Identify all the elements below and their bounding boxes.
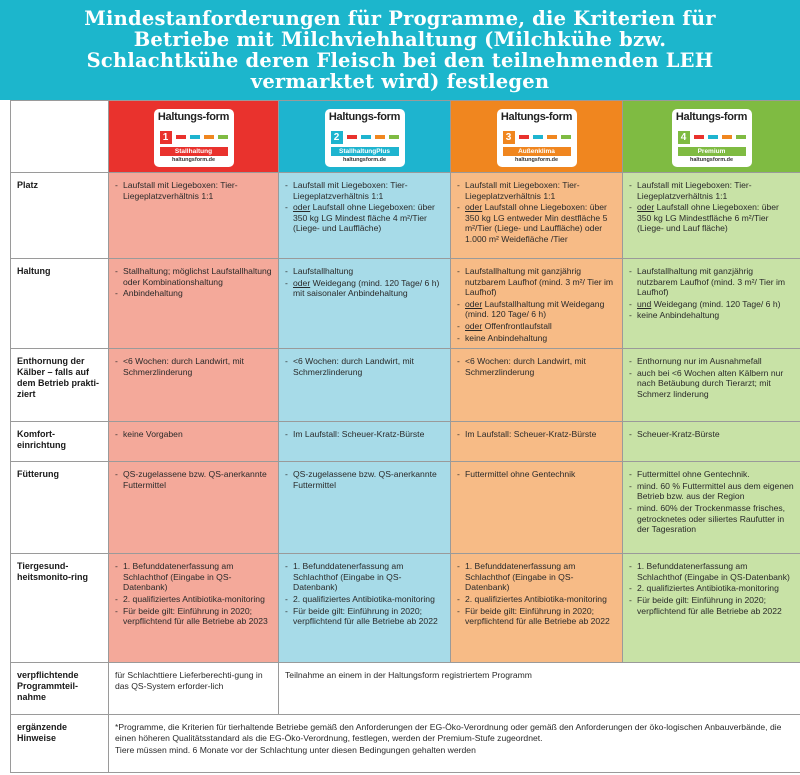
- criteria-item: - Stallhaltung; möglichst Laufstallhaltung oder Kombinationshaltung: [115, 266, 272, 287]
- logo-url: haltungsform.de: [689, 156, 734, 163]
- criteria-item: - mind. 60 % Futtermittel aus dem eigenen Betrieb bzw. aus der Region: [629, 481, 794, 502]
- row-label: Enthornung der Kälber – falls auf dem Betrieb prakti-ziert: [11, 349, 109, 422]
- cell-haltung-3: [451, 259, 623, 349]
- criteria-item: - Anbindehaltung: [115, 288, 272, 299]
- cell-haltung-4: [623, 259, 800, 349]
- criteria-item: - QS-zugelassene bzw. QS-anerkannte Futtermittel: [285, 469, 444, 490]
- criteria-item: - 1. Befunddatenerfassung am Schlachthof (Eingabe in QS-Datenbank): [285, 561, 444, 593]
- criteria-item: - Für beide gilt: Einführung in 2020; verpflichtend für alle Betriebe ab 2023: [115, 606, 272, 627]
- logo-url: haltungsform.de: [342, 156, 387, 163]
- stufe-2-header: [279, 101, 451, 173]
- logo-band: Stallhaltung: [160, 147, 228, 156]
- criteria-item: - oder Laufstall ohne Liegeboxen: über 350 kg LG Mindestfläche 6 m²/Tier (Liege- und Lauf fläche): [629, 202, 794, 234]
- row-programm: [11, 663, 800, 715]
- criteria-item: - auch bei <6 Wochen alten Kälbern nur nach Betäubung durch Tierarzt; mit Schmerz linderung: [629, 368, 794, 400]
- criteria-item: - Laufstall mit Liegeboxen: Tier-Liegeplatzverhältnis 1:1: [457, 180, 616, 201]
- haltungsform-3-logo: [497, 109, 577, 167]
- title-banner: [0, 0, 800, 100]
- row-fuetterung: [11, 462, 800, 554]
- logo-number: 4: [678, 131, 690, 144]
- corner-cell: [11, 101, 109, 173]
- logo-title: Haltungs-form: [157, 110, 230, 123]
- criteria-item: - Für beide gilt: Einführung in 2020; verpflichtend für alle Betriebe ab 2022: [629, 595, 794, 616]
- cell-komfort-4: [623, 422, 800, 462]
- cell-programm-2-4: Teilnahme an einem in der Haltungsform registriertem Programm: [279, 663, 800, 715]
- logo-title: Haltungs-form: [328, 110, 401, 123]
- criteria-item: - 1. Befunddatenerfassung am Schlachthof (Eingabe in QS-Datenbank): [115, 561, 272, 593]
- logo-band: Premium: [678, 147, 746, 156]
- criteria-item: - 2. qualifiziertes Antibiotika-monitoring: [457, 594, 616, 605]
- cell-platz-4: [623, 173, 800, 259]
- stufe-1-header: [109, 101, 279, 173]
- row-label: Platz: [11, 173, 109, 259]
- row-tiergesundheit: [11, 554, 800, 663]
- criteria-item: - Laufstallhaltung: [285, 266, 444, 277]
- stufe-3-header: [451, 101, 623, 173]
- connector-word: und: [637, 298, 652, 309]
- cell-tiergesundheit-2: [279, 554, 451, 663]
- row-label: verpflichtende Programmteil-nahme: [11, 663, 109, 715]
- criteria-item: - Scheuer-Kratz-Bürste: [629, 429, 794, 440]
- stufe-4-header: [623, 101, 800, 173]
- haltungsform-2-logo: [325, 109, 405, 167]
- criteria-item: - QS-zugelassene bzw. QS-anerkannte Futtermittel: [115, 469, 272, 490]
- cell-fuetterung-1: [109, 462, 279, 554]
- cell-platz-3: [451, 173, 623, 259]
- cell-platz-2: [279, 173, 451, 259]
- criteria-item: - oder Offenfrontlaufstall: [457, 321, 616, 332]
- row-label: Fütterung: [11, 462, 109, 554]
- cell-enthornung-1: [109, 349, 279, 422]
- cell-haltung-2: [279, 259, 451, 349]
- criteria-item: - Laufstall mit Liegeboxen: Tier-Liegeplatzverhältnis 1:1: [629, 180, 794, 201]
- criteria-item: - Futtermittel ohne Gentechnik.: [629, 469, 794, 480]
- criteria-item: - Enthornung nur im Ausnahmefall: [629, 356, 794, 367]
- logo-number: 2: [331, 131, 343, 144]
- cell-komfort-3: [451, 422, 623, 462]
- row-haltung: [11, 259, 800, 349]
- hinweise-text-1: *Programme, die Kriterien für tierhaltende Betriebe gemäß den Anforderungen der EG-Öko-Verordnung oder gemäß den Anforderungen der öko-logischen Anbauverbände, die einen höheren Qualitätsstandard als die EG-Öko-Verordnung, festlegen, werden der Premium-Stufe zugeordnet.: [115, 722, 782, 743]
- criteria-table: [10, 100, 800, 773]
- logo-band: StallhaltungPlus: [331, 147, 399, 156]
- haltungsform-1-logo: [154, 109, 234, 167]
- logo-level-dots: [347, 135, 399, 139]
- logo-level-dots: [694, 135, 746, 139]
- logo-level-dots: [519, 135, 571, 139]
- connector-word: oder: [465, 298, 483, 309]
- logo-title: Haltungs-form: [675, 110, 748, 123]
- criteria-item: - Laufstall mit Liegeboxen: Tier-Liegeplatzverhältnis 1:1: [115, 180, 272, 201]
- criteria-item: - Für beide gilt: Einführung in 2020; verpflichtend für alle Betriebe ab 2022: [285, 606, 444, 627]
- connector-word: oder: [465, 202, 483, 213]
- cell-haltung-1: [109, 259, 279, 349]
- logo-number: 3: [503, 131, 515, 144]
- criteria-item: - Laufstallhaltung mit ganzjährig nutzbarem Laufhof (mind. 3 m²/ Tier im Laufhof): [457, 266, 616, 298]
- criteria-item: - Futtermittel ohne Gentechnik: [457, 469, 616, 480]
- cell-enthornung-2: [279, 349, 451, 422]
- criteria-item: - Laufstall mit Liegeboxen: Tier-Liegeplatzverhältnis 1:1: [285, 180, 444, 201]
- haltungsform-4-logo: [672, 109, 752, 167]
- criteria-item: - 2. qualifiziertes Antibiotika-monitoring: [629, 583, 794, 594]
- criteria-item: - <6 Wochen: durch Landwirt, mit Schmerzlinderung: [457, 356, 616, 377]
- row-enthornung: [11, 349, 800, 422]
- logo-number: 1: [160, 131, 172, 144]
- criteria-item: - 1. Befunddatenerfassung am Schlachthof (Eingabe in QS-Datenbank): [457, 561, 616, 593]
- row-label: Tiergesund-heitsmonito-ring: [11, 554, 109, 663]
- connector-word: oder: [293, 277, 311, 288]
- criteria-item: - oder Laufstall ohne Liegeboxen: über 350 kg LG entweder Min destfläche 5 m²/Tier (Liege- und Lauffläche) oder 1.000 m² Weidefläche /Tier: [457, 202, 616, 244]
- logo-band: Außenklima: [503, 147, 571, 156]
- criteria-item: - oder Laufstallhaltung mit Weidegang (mind. 120 Tage/ 6 h): [457, 299, 616, 320]
- row-label: Haltung: [11, 259, 109, 349]
- criteria-item: - 1. Befunddatenerfassung am Schlachthof (Eingabe in QS-Datenbank): [629, 561, 794, 582]
- cell-fuetterung-4: [623, 462, 800, 554]
- logo-url: haltungsform.de: [514, 156, 559, 163]
- cell-tiergesundheit-1: [109, 554, 279, 663]
- page-title: Mindestanforderungen für Programme, die Kriterien für Betriebe mit Milchviehhaltung (Milchkühe bzw. Schlachtkühe deren Fleisch bei den teilnehmenden LEH vermarktet wird) festlegen: [84, 7, 716, 93]
- row-hinweise: [11, 715, 800, 773]
- hinweise-text-2: Tiere müssen mind. 6 Monate vor der Schlachtung unter diesen Bedingungen gehalten werden: [115, 745, 476, 756]
- cell-komfort-2: [279, 422, 451, 462]
- logo-url: haltungsform.de: [171, 156, 216, 163]
- cell-enthornung-3: [451, 349, 623, 422]
- row-platz: [11, 173, 800, 259]
- cell-programm-1: für Schlachttiere Lieferberechti-gung in das QS-System erforder-lich: [109, 663, 279, 715]
- criteria-item: - Laufstallhaltung mit ganzjährig nutzbarem Laufhof (mind. 3 m²/ Tier im Laufhof): [629, 266, 794, 298]
- cell-fuetterung-3: [451, 462, 623, 554]
- logo-level-dots: [176, 135, 228, 139]
- cell-tiergesundheit-4: [623, 554, 800, 663]
- criteria-item: - 2. qualifiziertes Antibiotika-monitoring: [115, 594, 272, 605]
- connector-word: oder: [293, 202, 311, 213]
- criteria-item: - oder Laufstall ohne Liegeboxen: über 350 kg LG Mindest fläche 4 m²/Tier (Liege- und Lauffläche): [285, 202, 444, 234]
- row-komfort: [11, 422, 800, 462]
- cell-platz-1: [109, 173, 279, 259]
- criteria-item: - 2. qualifiziertes Antibiotika-monitoring: [285, 594, 444, 605]
- cell-tiergesundheit-3: [451, 554, 623, 663]
- criteria-item: - <6 Wochen: durch Landwirt, mit Schmerzlinderung: [285, 356, 444, 377]
- cell-hinweise: [109, 715, 800, 773]
- header-row: [11, 101, 800, 173]
- criteria-item: - keine Anbindehaltung: [629, 310, 794, 321]
- criteria-item: - keine Anbindehaltung: [457, 333, 616, 344]
- criteria-item: - Im Laufstall: Scheuer-Kratz-Bürste: [285, 429, 444, 440]
- row-label: Komfort-einrichtung: [11, 422, 109, 462]
- cell-fuetterung-2: [279, 462, 451, 554]
- connector-word: oder: [465, 320, 483, 331]
- logo-title: Haltungs-form: [500, 110, 573, 123]
- cell-komfort-1: [109, 422, 279, 462]
- connector-word: oder: [637, 202, 655, 213]
- criteria-item: - keine Vorgaben: [115, 429, 272, 440]
- criteria-item: - und Weidegang (mind. 120 Tage/ 6 h): [629, 299, 794, 310]
- criteria-item: - Im Laufstall: Scheuer-Kratz-Bürste: [457, 429, 616, 440]
- criteria-item: - Für beide gilt: Einführung in 2020; verpflichtend für alle Betriebe ab 2022: [457, 606, 616, 627]
- cell-enthornung-4: [623, 349, 800, 422]
- row-label: ergänzende Hinweise: [11, 715, 109, 773]
- criteria-item: - <6 Wochen: durch Landwirt, mit Schmerzlinderung: [115, 356, 272, 377]
- criteria-item: - mind. 60% der Trockenmasse frisches, getrocknetes oder siliertes Raufutter in der Tagesration: [629, 503, 794, 535]
- criteria-item: - oder Weidegang (mind. 120 Tage/ 6 h) mit saisonaler Anbindehaltung: [285, 278, 444, 299]
